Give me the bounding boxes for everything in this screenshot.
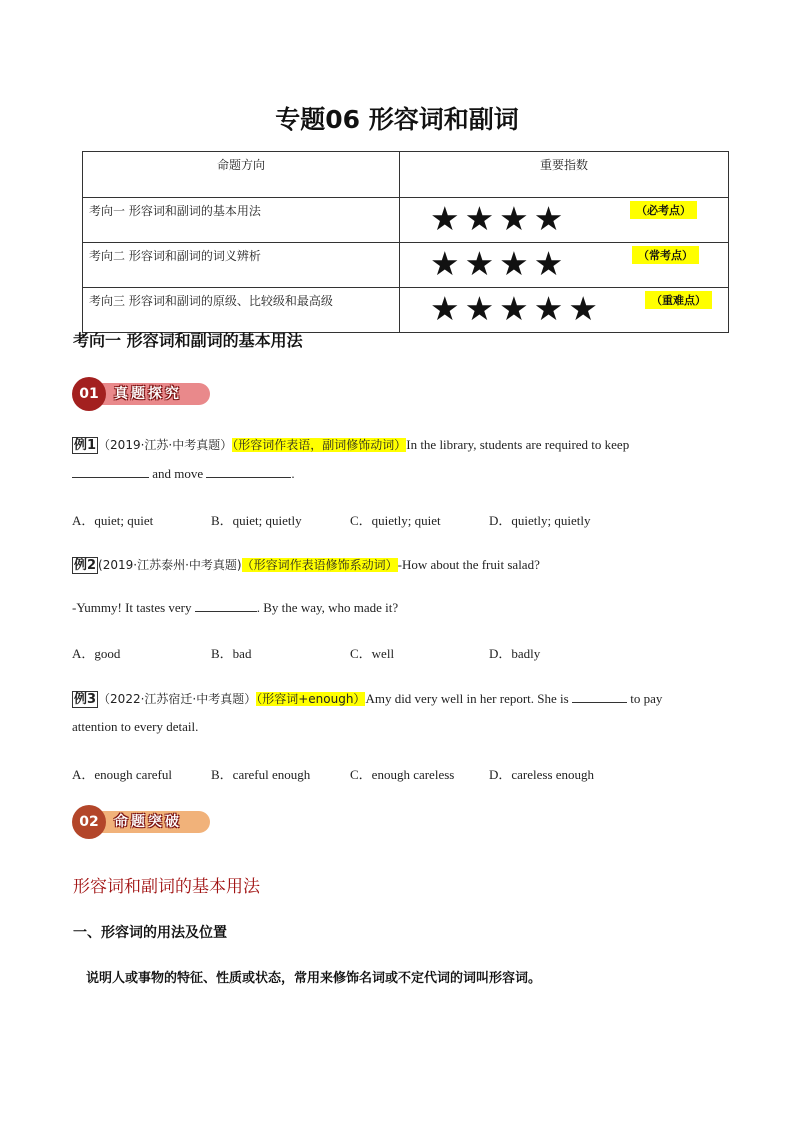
example-3-line-2 xyxy=(72,719,198,735)
option-a: A．enough careful xyxy=(72,767,172,782)
banner-breakthrough xyxy=(72,805,217,839)
example-stem: . xyxy=(291,466,295,481)
example-source: （2022·江苏宿迁·中考真题） xyxy=(98,692,257,706)
banner-number: 01 xyxy=(72,377,106,411)
example-hint: （形容词+enough） xyxy=(256,692,366,706)
direction-cell: 考向二 形容词和副词的词义辨析 xyxy=(83,243,400,288)
banner-label: 真题探究 xyxy=(86,383,210,405)
example-3-line-1 xyxy=(72,688,662,707)
star-rating-icon: ★★★★★ xyxy=(430,289,603,328)
example-label: 例2 xyxy=(74,558,97,573)
example-hint: （形容词作表语修饰系动词） xyxy=(241,558,398,572)
option-c: C．well xyxy=(350,646,395,661)
example-3-options xyxy=(72,764,628,783)
importance-tag: （重难点） xyxy=(645,291,712,309)
example-stem: Amy did very well in her report. She is xyxy=(365,691,569,706)
answer-blank xyxy=(572,690,627,703)
star-rating-icon: ★★★★ xyxy=(430,199,569,238)
example-1-line-2 xyxy=(72,465,295,482)
example-stem: to pay xyxy=(630,691,663,706)
example-label: 例3 xyxy=(74,692,97,707)
option-b: B．careful enough xyxy=(211,767,311,782)
example-stem: -How about the fruit salad? xyxy=(397,557,540,572)
banner-number: 02 xyxy=(72,805,106,839)
option-c: C．enough careless xyxy=(350,767,455,782)
banner-label: 命题突破 xyxy=(86,811,210,833)
direction-cell: 考向一 形容词和副词的基本用法 xyxy=(83,198,400,243)
option-b: B．bad xyxy=(211,646,252,661)
example-stem: -Yummy! It tastes very xyxy=(72,600,192,615)
option-d: D．quietly; quietly xyxy=(489,513,591,528)
stars-cell xyxy=(400,198,729,243)
example-1-options xyxy=(72,510,628,529)
option-a: A．good xyxy=(72,646,121,661)
answer-blank xyxy=(72,465,149,478)
importance-tag: （必考点） xyxy=(630,201,697,219)
example-stem: and move xyxy=(152,466,204,481)
example-2-line-2 xyxy=(72,599,398,616)
stars-cell xyxy=(400,288,729,333)
table-row xyxy=(83,198,729,243)
direction-cell: 考向三 形容词和副词的原级、比较级和最高级 xyxy=(83,288,400,333)
example-hint: （形容词作表语，副词修饰动词） xyxy=(232,438,407,452)
example-2-options xyxy=(72,643,628,662)
table-header-row xyxy=(83,152,729,198)
topic-heading: 形容词和副词的基本用法 xyxy=(73,877,260,897)
sub-heading: 一、形容词的用法及位置 xyxy=(73,925,227,941)
option-a: A．quiet; quiet xyxy=(72,513,154,528)
example-stem: attention to every detail. xyxy=(72,719,199,734)
section-heading: 考向一 形容词和副词的基本用法 xyxy=(73,331,303,350)
page-title: 专题06 形容词和副词 xyxy=(275,105,519,134)
summary-table xyxy=(82,151,729,333)
option-d: D．careless enough xyxy=(489,767,595,782)
table-row xyxy=(83,288,729,333)
option-c: C．quietly; quiet xyxy=(350,513,441,528)
table-row xyxy=(83,243,729,288)
table-header-importance: 重要指数 xyxy=(400,152,729,198)
example-stem: In the library, students are required to keep xyxy=(406,437,630,452)
stars-cell xyxy=(400,243,729,288)
importance-tag: （常考点） xyxy=(632,246,699,264)
answer-blank xyxy=(206,465,291,478)
option-b: B．quiet; quietly xyxy=(211,513,302,528)
example-stem: . By the way, who made it? xyxy=(256,600,399,615)
definition-paragraph: 说明人或事物的特征、性质或状态，常用来修饰名词或不定代词的词叫形容词。 xyxy=(86,971,542,986)
table-header-direction: 命题方向 xyxy=(83,152,400,198)
answer-blank xyxy=(195,599,257,612)
example-source: (2019·江苏泰州·中考真题) xyxy=(98,558,242,572)
banner-real-questions xyxy=(72,377,217,411)
star-rating-icon: ★★★★ xyxy=(430,244,569,283)
option-d: D．badly xyxy=(489,646,541,661)
example-1-line-1 xyxy=(72,434,629,453)
example-2-line-1 xyxy=(72,554,540,573)
example-label: 例1 xyxy=(74,438,97,453)
example-source: （2019·江苏·中考真题） xyxy=(98,438,233,452)
